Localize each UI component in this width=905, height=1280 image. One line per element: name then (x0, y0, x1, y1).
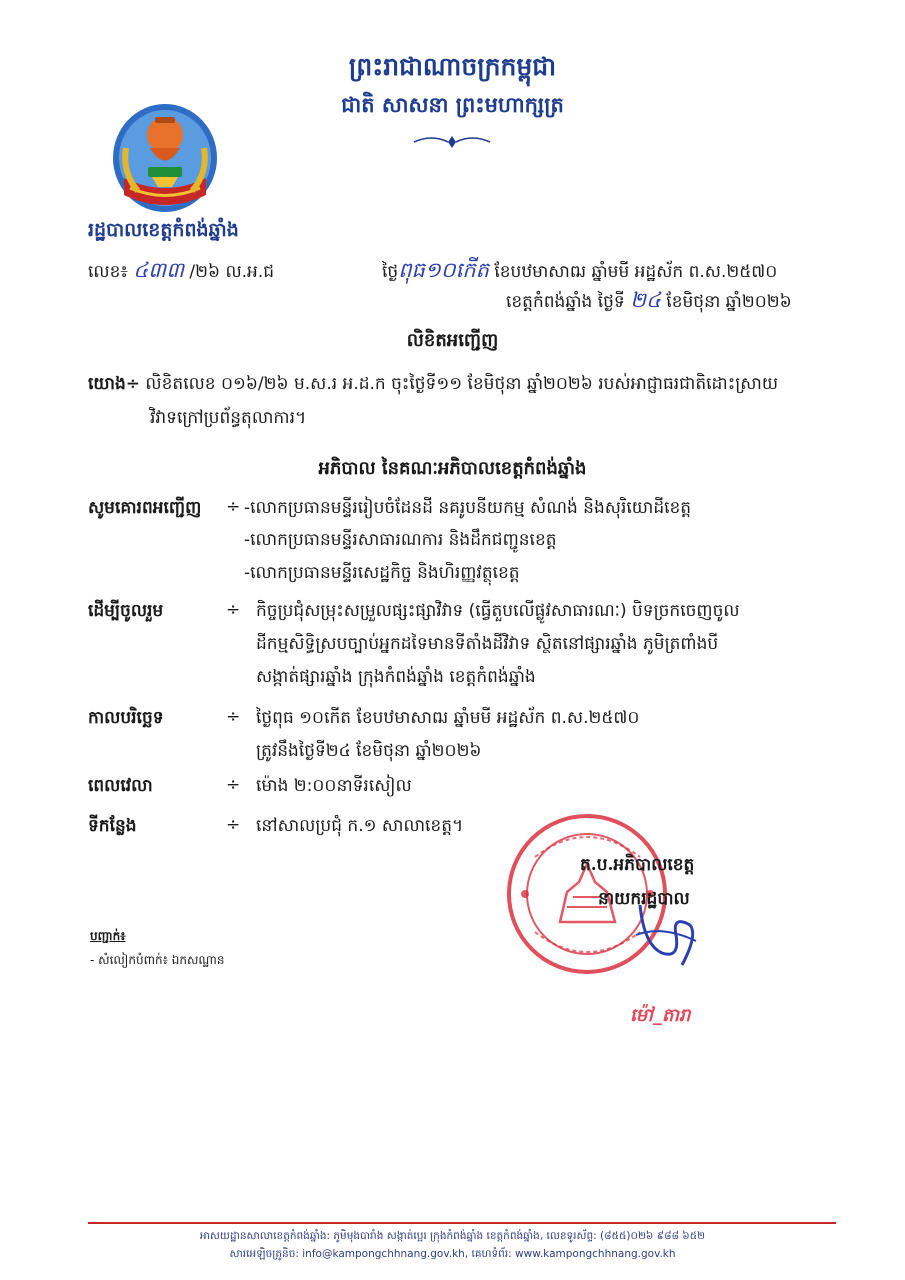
number-label: លេខ៖ (88, 262, 128, 282)
time-separator: ÷ (226, 775, 241, 795)
place-separator: ÷ (226, 815, 241, 835)
footer-address: អាសយដ្ឋានសាលាខេត្តកំពង់ឆ្នាំង: ភូមិមុងបារាំង សង្កាត់ប្អេរ ក្រុងកំពង់ឆ្នាំង ខេត្តកំពង់ឆ្នាំង, លេខទូរស័ព្ទ: (៨៥៥)០២៦ ៩៨៨ ៦៥២ (199, 1230, 706, 1242)
purpose-separator: ÷ (226, 600, 241, 620)
meeting-time: ម៉ោង ២:០០នាទីរសៀល (256, 776, 412, 796)
handwritten-signature (632, 895, 702, 970)
meeting-date-lunar: ថ្ងៃពុធ ១០កើត ខែបឋមាសាឍ ឆ្នាំមមី អដ្ឋស័ក ព.ស.២៥៧០ (256, 708, 640, 728)
invite-separator: ÷ (226, 497, 241, 517)
national-motto: ជាតិ សាសនា ព្រះមហាក្សត្រ (341, 92, 564, 117)
letter-number (88, 257, 274, 288)
provincial-emblem-logo (110, 103, 220, 213)
meeting-date-solar: ត្រូវនឹងថ្ងៃទី២៤ ខែមិថុនា ឆ្នាំ២០២៦ (256, 741, 482, 761)
kingdom-heading: ព្រះរាជាណាចក្រកម្ពុជា (348, 52, 557, 81)
solar-date-suffix: ខែមិថុនា ឆ្នាំ២០២៦ (666, 292, 792, 312)
issuing-administration: រដ្ឋបាលខេត្តកំពង់ឆ្នាំង (88, 219, 239, 241)
reference-text-1: លិខិតលេខ ០១៦/២៦ ម.ស.រ អ.ដ.ក ចុះថ្ងៃទី១១ ខែមិថុនា ឆ្នាំ២០២៦ របស់អាជ្ញាធរជាតិដោះស្រាយ (145, 374, 779, 394)
lunar-date-handwritten: ពុធ១០កើត (398, 258, 489, 282)
number-handwritten: ៤៣៣ (133, 258, 185, 282)
dress-code-note: - សំលៀកបំពាក់៖ ឯកសណ្ឋាន (90, 953, 225, 967)
lunar-date-suffix: ខែបឋមាសាឍ ឆ្នាំមមី អដ្ឋស័ក ព.ស.២៥៧០ (494, 262, 778, 282)
solar-date-line (506, 287, 792, 318)
purpose-label: ដើម្បីចូលរួម (88, 601, 164, 621)
signatory-position: នាយករដ្ឋបាល (598, 889, 690, 909)
footer-website[interactable]: www.kampongchhnang.gov.kh (515, 1248, 676, 1260)
reference-text-2: វិវាទក្រៅប្រព័ន្ធតុលាការ។ (150, 408, 307, 428)
ornament-divider-icon (412, 132, 492, 150)
addressee-heading: អភិបាល នៃគណៈអភិបាលខេត្តកំពង់ឆ្នាំង (318, 458, 587, 479)
number-suffix: /២៦ ល.អ.ជ (189, 262, 275, 282)
lunar-date-prefix: ថ្ងៃ (382, 262, 399, 282)
footer-web-label: , គេហទំព័រ: (464, 1248, 516, 1260)
lunar-date-line (382, 257, 777, 288)
purpose-line-2: ដីកម្មសិទ្ធិស្របច្បាប់អ្នកដទៃមានទីតាំងដីវិវាទ ស្ថិតនៅផ្សារឆ្នាំង ភូមិត្រពាំងបី (256, 634, 719, 654)
document-title: លិខិតអញ្ជើញ (406, 330, 499, 351)
invitee-1: -លោកប្រធានមន្ទីររៀបចំដែនដី នគរូបនីយកម្ម សំណង់ និងសុរិយោដីខេត្ត (244, 498, 692, 518)
date-separator: ÷ (226, 707, 241, 727)
footer-divider (88, 1222, 836, 1224)
solar-date-handwritten: ២៤ (630, 288, 661, 312)
signatory-title: ត.ប.អភិបាលខេត្ត (580, 855, 695, 875)
invitee-3: -លោកប្រធានមន្ទីរសេដ្ឋកិច្ច និងហិរញ្ញវត្ថុខេត្ត (244, 563, 520, 583)
purpose-line-3: សង្កាត់ផ្សារឆ្នាំង ក្រុងកំពង់ឆ្នាំង ខេត្តកំពង់ឆ្នាំង (256, 667, 536, 687)
date-label: កាលបរិច្ឆេទ (88, 708, 164, 728)
place-label: ទីកន្លែង (88, 816, 137, 836)
solar-date-prefix: ខេត្តកំពង់ឆ្នាំង ថ្ងៃទី (506, 292, 625, 312)
invite-label: សូមគោរពអញ្ជើញ (88, 498, 202, 518)
time-label: ពេលវេលា (88, 776, 153, 796)
footer-email-label: សារអេឡិចត្រូនិច: (229, 1248, 303, 1260)
meeting-place: នៅសាលប្រជុំ ក.១ សាលាខេត្ត។ (256, 816, 464, 836)
reference-line-1 (88, 373, 778, 398)
invitee-2: -លោកប្រធានមន្ទីរសាធារណការ និងដឹកជញ្ជូនខេត្ត (244, 530, 557, 550)
reference-label: យោង÷ (88, 374, 141, 394)
purpose-line-1: កិច្ចប្រជុំសម្រុះសម្រួលផ្សះផ្សាវិវាទ (ធ្វើតួបលើផ្លូវសាធារណៈ) បិទច្រកចេញចូល (256, 601, 740, 621)
note-label: បញ្ជាក់៖ (90, 929, 126, 943)
footer-contact (0, 1248, 905, 1263)
signatory-name: ម៉ៅ_តារា (630, 1005, 691, 1026)
footer-email[interactable]: info@kampongchhnang.gov.kh (302, 1248, 465, 1260)
